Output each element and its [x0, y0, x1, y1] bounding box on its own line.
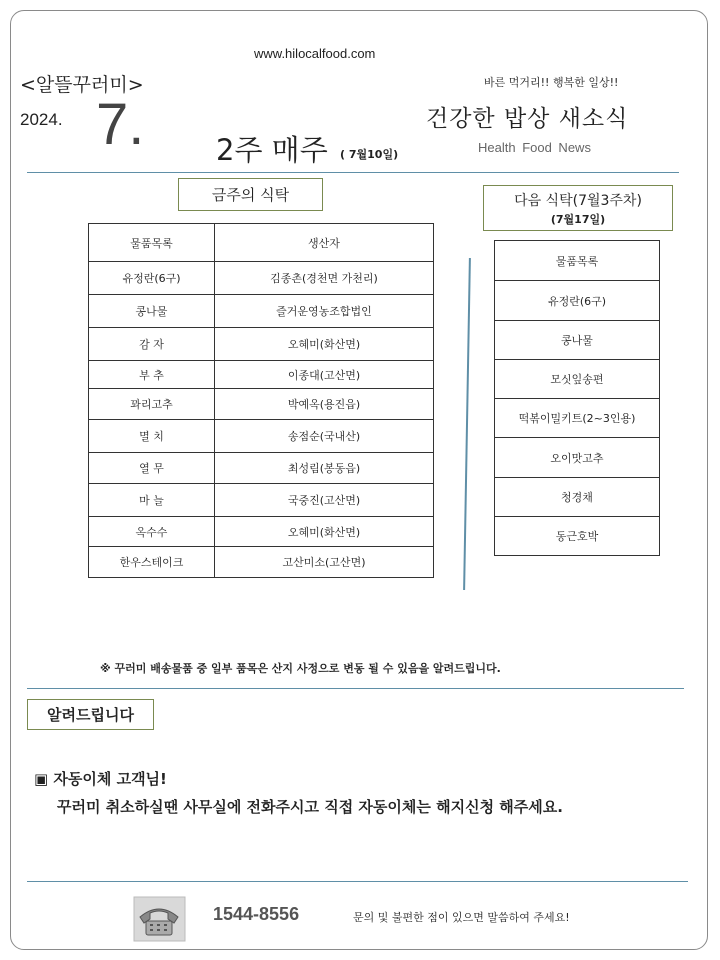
item-cell: 유정란(6구)	[89, 262, 215, 295]
next-week-table	[494, 240, 660, 556]
next-week-label-box	[483, 185, 673, 231]
contact-message: 문의 및 불편한 점이 있으면 말씀하여 주세요!	[353, 911, 570, 924]
this-week-table	[88, 223, 434, 578]
announcement-title: ▣ 자동이체 고객님!	[34, 770, 167, 788]
item-cell: 콩나물	[495, 321, 660, 360]
item-cell: 부 추	[89, 361, 215, 389]
table-row	[89, 361, 434, 389]
table-row	[89, 547, 434, 578]
item-cell: 콩나물	[89, 295, 215, 328]
week-date: ( 7월10일)	[340, 148, 399, 161]
delivery-notice: ※ 꾸러미 배송물품 중 일부 품목은 산지 사정으로 변동 될 수 있음을 알려드립니다.	[100, 662, 501, 675]
item-cell: 한우스테이크	[89, 547, 215, 578]
item-cell: 옥수수	[89, 517, 215, 547]
announcement-body: 꾸러미 취소하실땐 사무실에 전화주시고 직접 자동이체는 해지신청 해주세요.	[57, 798, 563, 816]
item-cell: 마 늘	[89, 484, 215, 517]
table-row	[89, 420, 434, 453]
table-row	[89, 389, 434, 420]
item-cell: 유정란(6구)	[495, 281, 660, 321]
producer-cell: 송점순(국내산)	[215, 420, 434, 453]
next-week-date: (7월17일)	[550, 213, 606, 226]
table-header-row	[495, 241, 660, 281]
table-row	[495, 478, 660, 517]
table-row	[495, 517, 660, 556]
item-cell: 꽈리고추	[89, 389, 215, 420]
issue-month: 7.	[96, 92, 145, 157]
notice-divider	[27, 688, 684, 689]
item-cell: 오이맛고추	[495, 438, 660, 478]
week-heading: 2주 매주	[216, 133, 328, 167]
footer-divider	[27, 881, 688, 882]
telephone-icon	[132, 895, 187, 943]
item-cell: 멸 치	[89, 420, 215, 453]
brand-name: <알뜰꾸러미>	[20, 74, 144, 96]
item-cell: 감 자	[89, 328, 215, 361]
table-row	[495, 281, 660, 321]
slogan: 바른 먹거리!! 행복한 일상!!	[484, 76, 619, 89]
newsletter-title: 건강한 밥상 새소식	[426, 106, 629, 132]
producer-cell: 고산미소(고산면)	[215, 547, 434, 578]
item-cell: 청경채	[495, 478, 660, 517]
producer-cell: 박예옥(용진읍)	[215, 389, 434, 420]
producer-cell: 국중진(고산면)	[215, 484, 434, 517]
producer-cell: 오혜미(화산면)	[215, 328, 434, 361]
this-week-label: 금주의 식탁	[178, 178, 323, 211]
item-cell: 떡볶이밀키트(2~3인용)	[495, 399, 660, 438]
table-row	[89, 328, 434, 361]
table-header-row	[89, 224, 434, 262]
producer-cell: 이종대(고산면)	[215, 361, 434, 389]
table-row	[89, 517, 434, 547]
producer-cell: 최성림(봉동읍)	[215, 453, 434, 484]
issue-year: 2024.	[20, 110, 63, 129]
item-cell: 동근호박	[495, 517, 660, 556]
website-url: www.hilocalfood.com	[254, 46, 376, 61]
producer-cell: 김종촌(경천면 가천리)	[215, 262, 434, 295]
phone-number: 1544-8556	[213, 904, 300, 924]
table-row	[495, 438, 660, 478]
table-row	[495, 399, 660, 438]
header-divider	[27, 172, 679, 173]
table-row	[495, 321, 660, 360]
column-header: 물품목록	[89, 224, 215, 262]
table-row	[89, 453, 434, 484]
column-header: 물품목록	[495, 241, 660, 281]
producer-cell: 오혜미(화산면)	[215, 517, 434, 547]
item-cell: 모싯잎송편	[495, 360, 660, 399]
table-row	[89, 295, 434, 328]
newsletter-title-en: Health Food News	[478, 140, 591, 155]
table-row	[89, 262, 434, 295]
column-header: 생산자	[215, 224, 434, 262]
item-cell: 열 무	[89, 453, 215, 484]
next-week-label: 다음 식탁(7월3주차)	[514, 193, 642, 209]
announcement-label: 알려드립니다	[27, 699, 154, 730]
table-row	[495, 360, 660, 399]
table-row	[89, 484, 434, 517]
producer-cell: 즐거운영농조합법인	[215, 295, 434, 328]
